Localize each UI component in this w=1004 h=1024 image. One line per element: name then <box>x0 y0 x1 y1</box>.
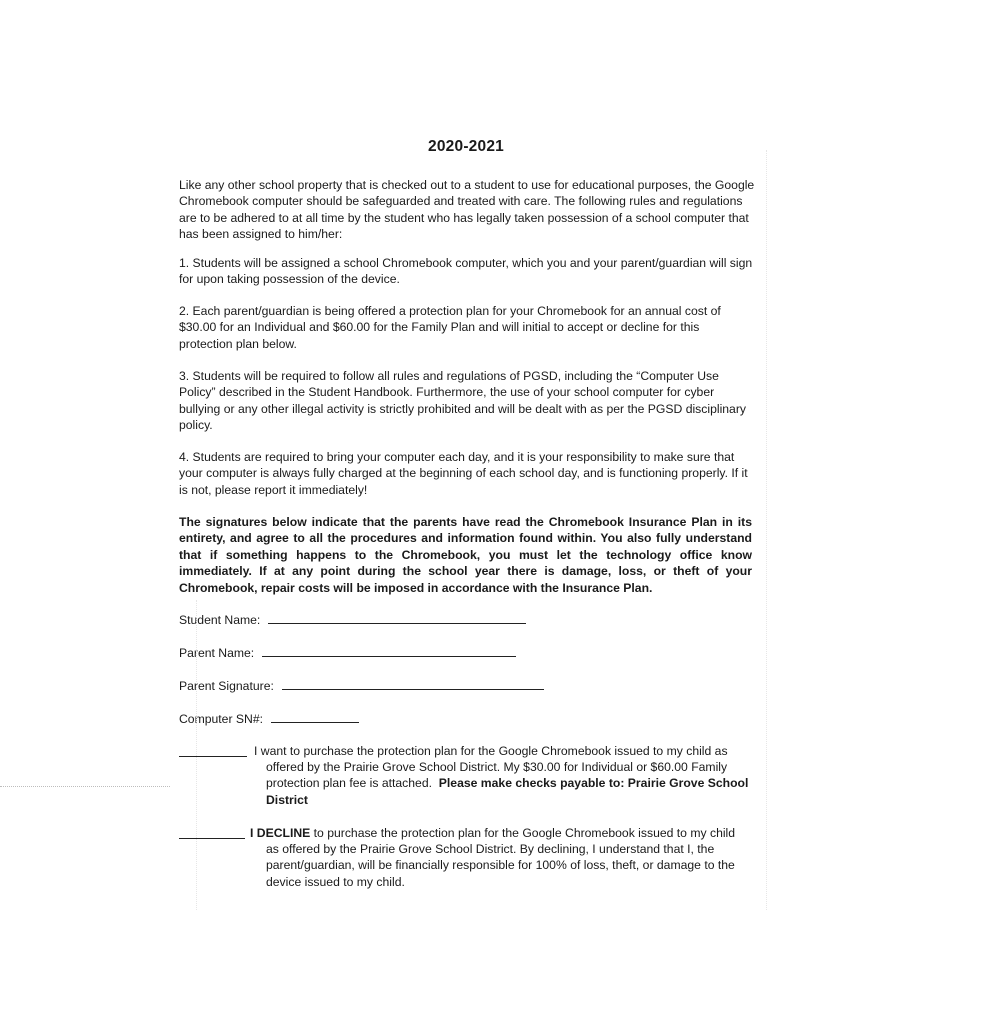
decline-word: I DECLINE <box>250 826 311 840</box>
computer-sn-line[interactable] <box>271 721 359 723</box>
decline-first-text: to purchase the protection plan for the Google Chromebook issued to my child <box>310 826 736 840</box>
parent-signature-line[interactable] <box>282 688 544 690</box>
checks-payable-note: Please make checks payable to: Prairie Grove School District <box>266 776 749 807</box>
decline-rest: as offered by the Prairie Grove School District. By declining, I understand that I, the parent/guardian, will be financially responsible for 100% of loss, theft, or damage to the device issued to my child. <box>266 842 735 889</box>
parent-name-line[interactable] <box>262 655 516 657</box>
parent-signature-label: Parent Signature: <box>179 679 274 693</box>
rule-4: 4. Students are required to bring your computer each day, and it is your responsibility to make sure that your computer is always fully charged at the beginning of each school day, and is functioning properly. If it is not, please report it immediately! <box>179 450 748 497</box>
student-name-field[interactable] <box>179 612 526 628</box>
document-title: 2020-2021 <box>428 138 504 155</box>
rule-2: 2. Each parent/guardian is being offered a protection plan for your Chromebook for an annual cost of $30.00 for an Individual and $60.00 for the Family Plan and will initial to accept or decline for this protection plan below. <box>179 304 721 351</box>
parent-signature-field[interactable] <box>179 678 544 694</box>
parent-name-label: Parent Name: <box>179 646 255 660</box>
computer-sn-field[interactable] <box>179 711 359 727</box>
accept-rest: offered by the Prairie Grove School District. My $30.00 for Individual or $60.00 Family protection plan fee is attached. <box>266 760 728 791</box>
intro-paragraph: Like any other school property that is checked out to a student to use for educational purposes, the Google Chromebook computer should be safeguarded and treated with care. The following rules and regulations are to be adhered to at all time by the student who has legally taken possession of a school computer that has been assigned to him/her: <box>179 178 755 242</box>
decline-initial-line[interactable] <box>179 837 245 839</box>
decline-first-line <box>250 825 735 841</box>
scan-artifact-left <box>196 600 197 910</box>
parent-name-field[interactable] <box>179 645 516 661</box>
student-name-line[interactable] <box>268 622 526 624</box>
accept-first-line: I want to purchase the protection plan for the Google Chromebook issued to my child as <box>254 744 728 758</box>
scan-artifact-line <box>0 786 170 787</box>
computer-sn-label: Computer SN#: <box>179 712 263 726</box>
student-name-label: Student Name: <box>179 613 261 627</box>
accept-initial-line[interactable] <box>179 755 247 757</box>
rule-1: 1. Students will be assigned a school Chromebook computer, which you and your parent/guardian will sign for upon taking possession of the device. <box>179 256 753 287</box>
rule-3: 3. Students will be required to follow all rules and regulations of PGSD, including the “Computer Use Policy” described in the Student Handbook. Furthermore, the use of your school computer for cyber bullying or any other illegal activity is strictly prohibited and will be dealt with as per the PGSD disciplinary policy. <box>179 369 746 433</box>
agreement-statement: The signatures below indicate that the parents have read the Chromebook Insurance Plan in its entirety, and agree to all the procedures and information found within. You also fully understand that if something happens to the Chromebook, you must let the technology office know immediately. If at any point during the school year there is damage, loss, or theft of your Chromebook, repair costs will be imposed in accordance with the Insurance Plan. <box>179 515 752 595</box>
scan-artifact-right <box>766 150 767 910</box>
accept-details <box>266 759 756 808</box>
